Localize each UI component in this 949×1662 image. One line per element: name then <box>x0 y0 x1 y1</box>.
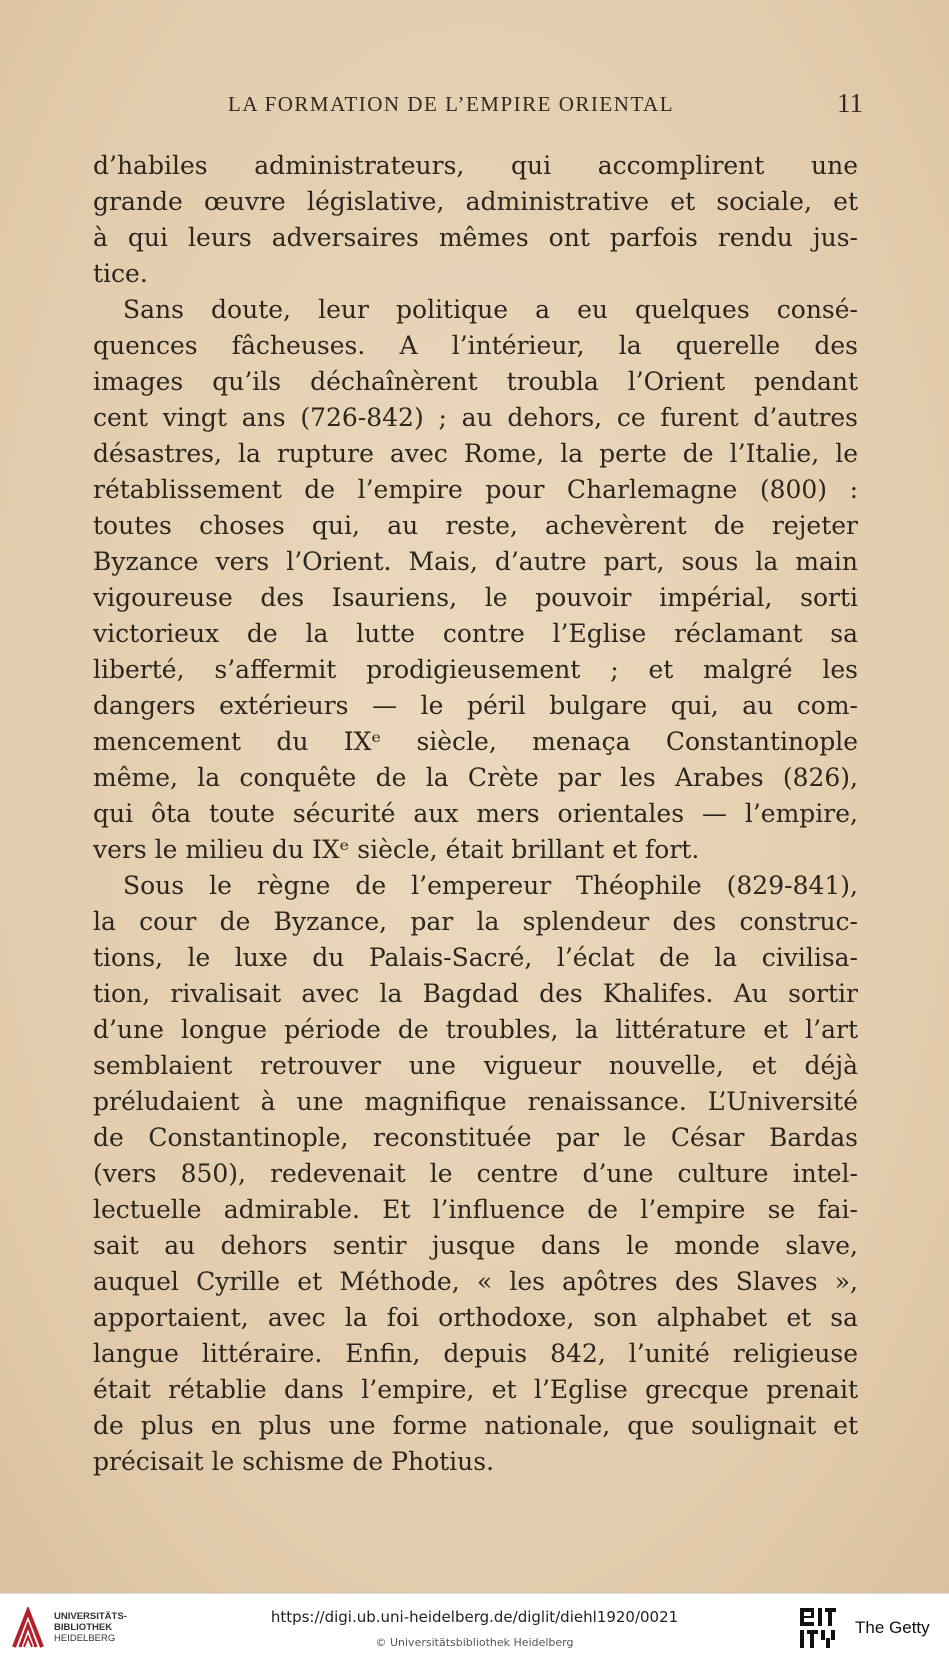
text-line: d’habiles administrateurs, qui accomplirent une <box>93 151 858 180</box>
text-line: était rétablie dans l’empire, et l’Eglise grecque prenait <box>93 1375 858 1404</box>
text-line: vers le milieu du IXᵉ siècle, était brillant et fort. <box>93 835 700 864</box>
library-name-line: BIBLIOTHEK <box>54 1622 113 1633</box>
text-line: liberté, s’affermit prodigieusement ; et malgré les <box>93 655 858 684</box>
library-name-line: HEIDELBERG <box>54 1633 116 1644</box>
permalink-url[interactable]: https://digi.ub.uni-heidelberg.de/diglit/diehl1920/0021 <box>270 1608 679 1626</box>
text-line: même, la conquête de la Crète par les Arabes (826), <box>93 763 858 792</box>
text-line: grande œuvre législative, administrative et sociale, et <box>93 187 858 216</box>
text-line: qui ôta toute sécurité aux mers orientales — l’empire, <box>93 799 858 828</box>
text-line: Sous le règne de l’empereur Théophile (829-841), <box>123 871 858 900</box>
text-line: précisait le schisme de Photius. <box>93 1447 495 1476</box>
text-line: désastres, la rupture avec Rome, la perte de l’Italie, le <box>93 439 858 468</box>
text-line: de Constantinople, reconstituée par le César Bardas <box>93 1123 858 1152</box>
text-line: sait au dehors sentir jusque dans le monde slave, <box>93 1231 858 1260</box>
text-line: la cour de Byzance, par la splendeur des construc- <box>93 907 858 936</box>
text-line: quences fâcheuses. A l’intérieur, la querelle des <box>93 331 858 360</box>
body-text <box>93 148 858 1480</box>
text-line: langue littéraire. Enfin, depuis 842, l’unité religieuse <box>93 1339 858 1368</box>
copyright-notice: © Universitätsbibliothek Heidelberg <box>375 1636 574 1649</box>
text-line: semblaient retrouver une vigueur nouvelle, et déjà <box>93 1051 858 1080</box>
text-line: tion, rivalisait avec la Bagdad des Khalifes. Au sortir <box>93 979 858 1008</box>
text-line: d’une longue période de troubles, la littérature et l’art <box>93 1015 858 1044</box>
text-line: à qui leurs adversaires mêmes ont parfois rendu jus- <box>93 223 858 252</box>
text-line: tice. <box>93 259 148 288</box>
text-line: apportaient, avec la foi orthodoxe, son alphabet et sa <box>93 1303 858 1332</box>
text-line: tions, le luxe du Palais-Sacré, l’éclat de la civilisa- <box>93 943 858 972</box>
text-line: (vers 850), redevenait le centre d’une culture intel- <box>93 1159 858 1188</box>
text-line: Byzance vers l’Orient. Mais, d’autre part, sous la main <box>93 547 858 576</box>
partner-name: The Getty <box>855 1618 930 1637</box>
footer-bar <box>0 1593 949 1662</box>
text-line: Sans doute, leur politique a eu quelques consé- <box>123 295 858 324</box>
text-line: toutes choses qui, au reste, achevèrent de rejeter <box>93 511 858 540</box>
page-number: 11 <box>837 88 863 118</box>
getty-logo-icon[interactable] <box>798 1606 838 1650</box>
library-name-line: UNIVERSITÄTS- <box>54 1611 127 1622</box>
text-line: vigoureuse des Isauriens, le pouvoir impérial, sorti <box>93 583 858 612</box>
text-line: rétablissement de l’empire pour Charlemagne (800) : <box>93 475 858 504</box>
text-line: mencement du IXᵉ siècle, menaça Constantinople <box>93 727 858 756</box>
text-line: lectuelle admirable. Et l’influence de l’empire se fai- <box>93 1195 858 1224</box>
text-line: images qu’ils déchaînèrent troubla l’Orient pendant <box>93 367 858 396</box>
text-line: préludaient à une magnifique renaissance. L’Université <box>93 1087 858 1116</box>
running-title: LA FORMATION DE L’EMPIRE ORIENTAL <box>228 92 675 116</box>
text-line: victorieux de la lutte contre l’Eglise réclamant sa <box>93 619 858 648</box>
text-line: auquel Cyrille et Méthode, « les apôtres des Slaves », <box>93 1267 858 1296</box>
text-line: dangers extérieurs — le péril bulgare qui, au com- <box>93 691 858 720</box>
text-line: cent vingt ans (726-842) ; au dehors, ce furent d’autres <box>93 403 858 432</box>
text-line: de plus en plus une forme nationale, que soulignait et <box>93 1411 858 1440</box>
